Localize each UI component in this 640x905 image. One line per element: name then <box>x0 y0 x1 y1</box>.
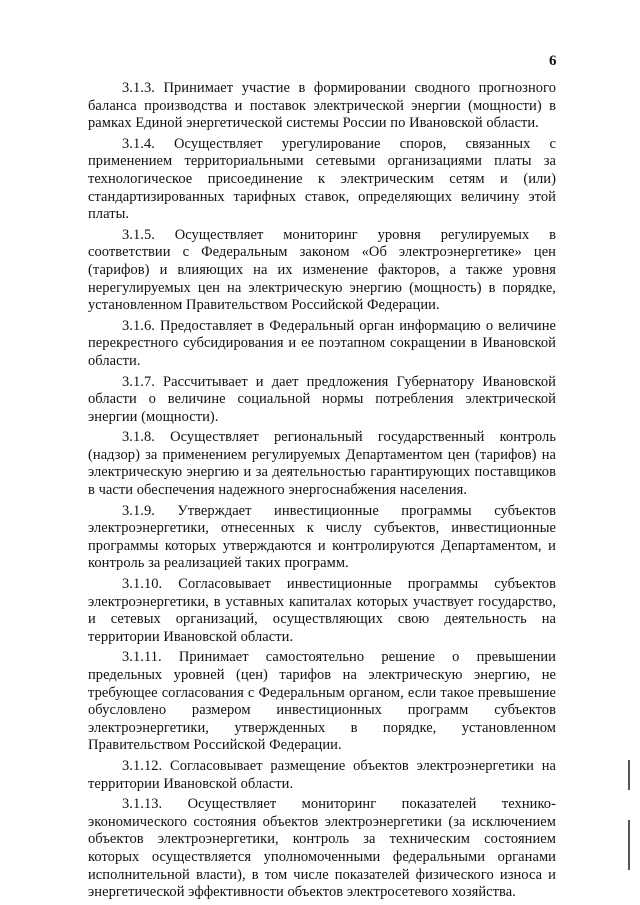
paragraph-3-1-7: 3.1.7. Рассчитывает и дает предложения Губернатору Ивановской области о величине социальной нормы потребления электрической энергии (мощности). <box>88 373 556 425</box>
paragraph-3-1-3: 3.1.3. Принимает участие в формировании сводного прогнозного баланса производства и поставок электрической энергии (мощности) в рамках Единой энергетической системы России по Ивановской области. <box>88 80 556 132</box>
paragraph-3-1-8: 3.1.8. Осуществляет региональный государственный контроль (надзор) за применением регулируемых Департаментом цен (тарифов) на электрическую энергию и за деятельностью гарантирующих поставщиков в части обеспечения надежного энергоснабжения населения. <box>88 429 556 499</box>
paragraph-3-1-6: 3.1.6. Предоставляет в Федеральный орган информацию о величине перекрестного субсидирования и ее поэтапном сокращении в Ивановской области. <box>88 317 556 369</box>
page-number: 6 <box>549 53 557 69</box>
paragraph-3-1-9: 3.1.9. Утверждает инвестиционные программы субъектов электроэнергетики, отнесенных к числу субъектов, инвестиционные программы которых утверждаются и контролируются Департаментом, и контроль за реализацией таких программ. <box>88 502 556 572</box>
document-body <box>88 80 556 905</box>
paragraph-3-1-10: 3.1.10. Согласовывает инвестиционные программы субъектов электроэнергетики, в уставных капиталах которых участвует государство, и сетевых организаций, осуществляющих свою деятельность на территории Ивановской области. <box>88 576 556 645</box>
paragraph-3-1-5: 3.1.5. Осуществляет мониторинг уровня регулируемых в соответствии с Федеральным законом «Об электроэнергетике» цен (тарифов) и влияющих на их изменение факторов, а также уровня нерегулируемых цен на электрическую энергию (мощность) в порядке, установленном Правительством Российской Федерации. <box>88 226 556 314</box>
paragraph-3-1-4: 3.1.4. Осуществляет урегулирование споров, связанных с применением территориальными сетевыми организациями платы за технологическое присоединение к электрическим сетям и (или) стандартизированных тарифных ставок, определяющих величину этой платы. <box>88 135 556 223</box>
scan-edge-mark <box>628 760 630 790</box>
paragraph-3-1-13: 3.1.13. Осуществляет мониторинг показателей технико-экономического состояния объектов электроэнергетики (за исключением объектов электроэнергетики, контроль за техническим состоянием которых осуществляется уполномоченными федеральными органами исполнительной власти), в том числе показателей физического износа и энергетической эффективности объектов электросетевого хозяйства. <box>88 796 556 901</box>
paragraph-3-1-11: 3.1.11. Принимает самостоятельно решение о превышении предельных уровней (цен) тарифов на электрическую энергию, не требующее согласования с Федеральным органом, если такое превышение обусловлено размером инвестиционных программ субъектов электроэнергетики, утвержденных в порядке, установленном Правительством Российской Федерации. <box>88 649 556 754</box>
scan-edge-mark <box>628 820 630 870</box>
paragraph-3-1-12: 3.1.12. Согласовывает размещение объектов электроэнергетики на территории Ивановской области. <box>88 757 556 792</box>
